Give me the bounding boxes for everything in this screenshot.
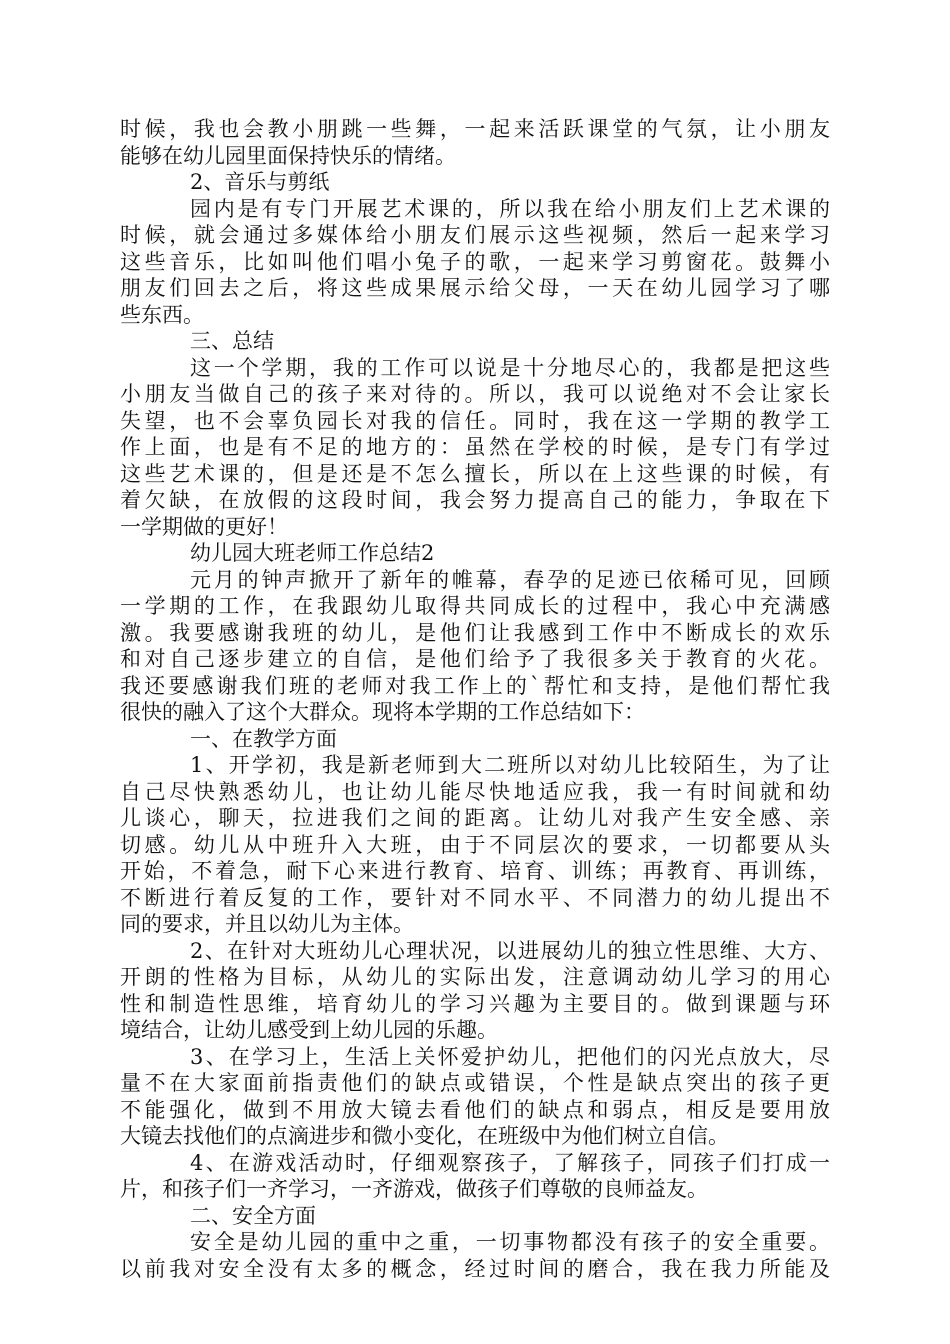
text-line: 安全是幼儿园的重中之重，一切事物都没有孩子的安全重要。 <box>190 1230 830 1254</box>
text-line: 一学期的工作，在我跟幼儿取得共同成长的过程中，我心中充满感 <box>120 594 830 618</box>
text-line: 自己尽快熟悉幼儿，也让幼儿能尽快地适应我，我一有时间就和幼 <box>120 779 830 804</box>
text-line: 不断进行着反复的工作，要针对不同水平、不同潜力的幼儿提出不 <box>120 885 830 910</box>
text-line: 失望，也不会辜负园长对我的信任。同时，我在这一学期的教学工 <box>120 408 830 433</box>
text-line: 2、在针对大班幼儿心理状况，以进展幼儿的独立性思维、大方、 <box>190 938 830 963</box>
text-line: 这些音乐，比如叫他们唱小兔子的歌，一起来学习剪窗花。鼓舞小 <box>120 249 830 274</box>
text-line: 4、在游戏活动时，仔细观察孩子，了解孩子，同孩子们打成一 <box>190 1150 830 1175</box>
text-line: 我还要感谢我们班的老师对我工作上的`帮忙和支持，是他们帮忙我 <box>120 673 830 698</box>
text-line: 3、在学习上，生活上关怀爱护幼儿，把他们的闪光点放大，尽 <box>190 1044 830 1069</box>
text-line: 作上面，也是有不足的地方的：虽然在学校的时候，是专门有学过 <box>120 435 830 459</box>
text-line: 开始，不着急，耐下心来进行教育、培育、训练；再教育、再训练， <box>120 859 830 883</box>
text-line: 境结合，让幼儿感受到上幼儿园的乐趣。 <box>120 1018 498 1042</box>
section-heading: 三、总结 <box>190 329 274 353</box>
text-line: 开朗的性格为目标，从幼儿的实际出发，注意调动幼儿学习的用心 <box>120 965 830 989</box>
document-body <box>120 116 830 1282</box>
text-line: 些东西。 <box>120 302 204 327</box>
text-line: 朋友们回去之后，将这些成果展示给父母，一天在幼儿园学习了哪 <box>120 276 830 300</box>
text-line: 元月的钟声掀开了新年的帷幕，春孕的足迹已依稀可见，回顾 <box>190 567 830 592</box>
section-heading: 2、音乐与剪纸 <box>190 170 330 194</box>
text-line: 这些艺术课的，但是还是不怎么擅长，所以在上这些课的时候，有 <box>120 461 830 486</box>
text-line: 量不在大家面前指责他们的缺点或错误，个性是缺点突出的孩子更 <box>120 1071 830 1095</box>
text-line: 很快的融入了这个大群众。现将本学期的工作总结如下： <box>120 700 645 724</box>
text-line: 大镜去找他们的点滴进步和微小变化，在班级中为他们树立自信。 <box>120 1124 729 1148</box>
text-line: 切感。幼儿从中班升入大班，由于不同层次的要求，一切都要从头 <box>120 832 830 857</box>
text-line: 园内是有专门开展艺术课的，所以我在给小朋友们上艺术课的 <box>190 196 830 221</box>
text-line: 和对自己逐步建立的自信，是他们给予了我很多关于教育的火花。 <box>120 647 830 671</box>
text-line: 1、开学初，我是新老师到大二班所以对幼儿比较陌生，为了让 <box>190 753 830 777</box>
text-line: 着欠缺，在放假的这段时间，我会努力提高自己的能力，争取在下 <box>120 488 830 512</box>
text-line: 儿谈心，聊天，拉进我们之间的距离。让幼儿对我产生安全感、亲 <box>120 806 830 830</box>
text-line: 一学期做的更好！ <box>120 514 288 539</box>
text-line: 小朋友当做自己的孩子来对待的。所以，我可以说绝对不会让家长 <box>120 382 830 406</box>
text-line: 激。我要感谢我班的幼儿，是他们让我感到工作中不断成长的欢乐 <box>120 620 830 645</box>
text-line: 这一个学期，我的工作可以说是十分地尽心的，我都是把这些 <box>190 355 830 380</box>
section-heading: 幼儿园大班老师工作总结2 <box>190 541 435 565</box>
text-line: 性和制造性思维，培育幼儿的学习兴趣为主要目的。做到课题与环 <box>120 991 830 1016</box>
text-line: 不能强化，做到不用放大镜去看他们的缺点和弱点，相反是要用放 <box>120 1097 830 1122</box>
section-heading: 一、在教学方面 <box>190 726 337 751</box>
text-line: 同的要求，并且以幼儿为主体。 <box>120 912 414 936</box>
text-line: 时候，就会通过多媒体给小朋友们展示这些视频，然后一起来学习 <box>120 223 830 247</box>
text-line: 时候，我也会教小朋跳一些舞，一起来活跃课堂的气氛，让小朋友 <box>120 117 830 141</box>
text-line: 以前我对安全没有太多的概念，经过时间的磨合，我在我力所能及 <box>120 1256 830 1281</box>
section-heading: 二、安全方面 <box>190 1203 316 1228</box>
text-line: 片，和孩子们一齐学习，一齐游戏，做孩子们尊敬的良师益友。 <box>120 1177 708 1201</box>
text-line: 能够在幼儿园里面保持快乐的情绪。 <box>120 143 456 168</box>
